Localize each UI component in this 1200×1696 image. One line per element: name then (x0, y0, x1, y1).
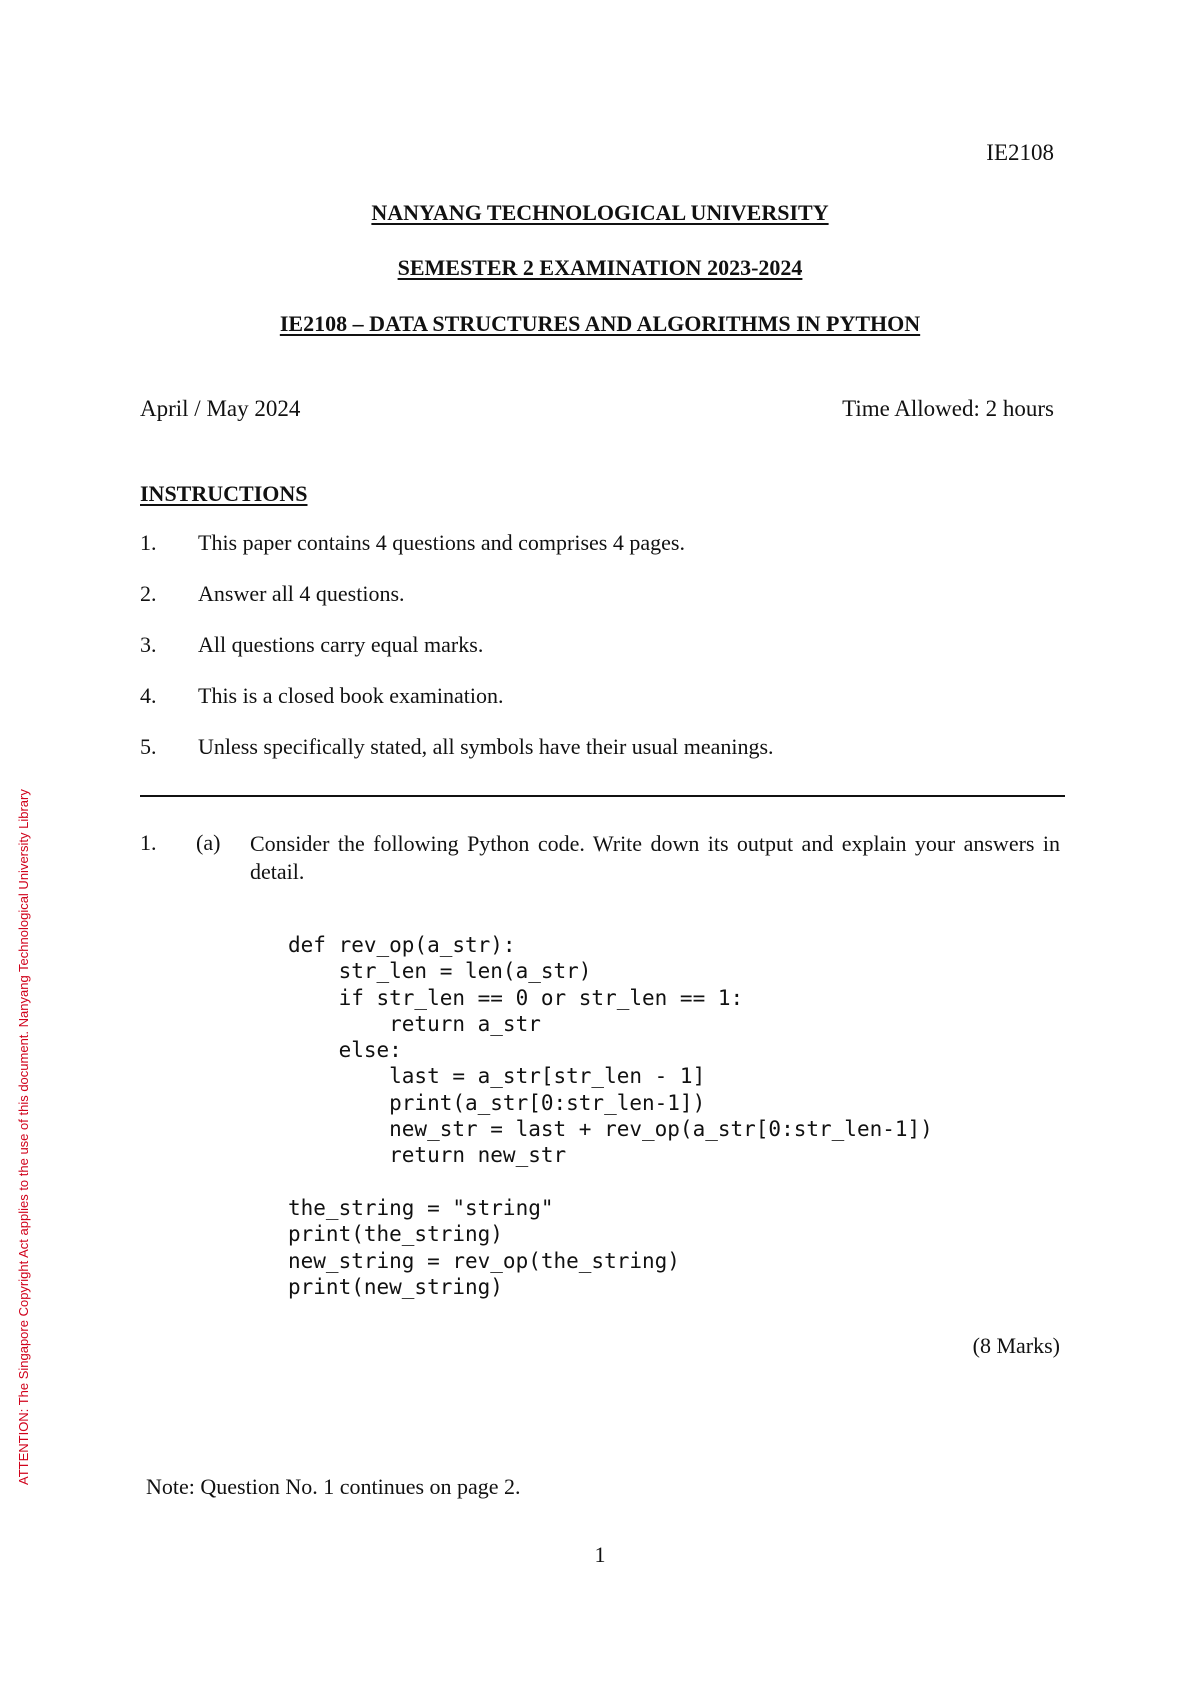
exam-title: SEMESTER 2 EXAMINATION 2023-2024 (397, 255, 803, 280)
course-title: IE2108 – DATA STRUCTURES AND ALGORITHMS IN PYTHON (279, 311, 921, 336)
university-title: NANYANG TECHNOLOGICAL UNIVERSITY (371, 200, 829, 225)
instruction-item (140, 734, 1060, 785)
question-part: (a) (196, 830, 221, 855)
instruction-text: This is a closed book examination. (198, 683, 504, 708)
section-divider (140, 795, 1065, 797)
instruction-item (140, 632, 1060, 683)
instruction-number: 4. (140, 683, 157, 708)
continuation-note: Note: Question No. 1 continues on page 2. (146, 1474, 521, 1499)
instruction-number: 2. (140, 581, 157, 606)
exam-date: April / May 2024 (140, 396, 301, 421)
instruction-number: 5. (140, 734, 157, 759)
question-marks: (8 Marks) (972, 1333, 1060, 1358)
instruction-number: 3. (140, 632, 157, 657)
instruction-item (140, 581, 1060, 632)
instruction-text: All questions carry equal marks. (198, 632, 484, 657)
page-number: 1 (594, 1542, 606, 1567)
instruction-number: 1. (140, 530, 157, 555)
question-number: 1. (140, 830, 157, 855)
instructions-heading: INSTRUCTIONS (140, 481, 308, 506)
course-code-header: IE2108 (986, 140, 1054, 165)
instruction-text: Answer all 4 questions. (198, 581, 405, 606)
instruction-item (140, 530, 1060, 581)
instructions-list (140, 530, 1060, 785)
question-text: Consider the following Python code. Write down its output and explain your answers in detail. (250, 831, 1060, 884)
instruction-text: This paper contains 4 questions and comprises 4 pages. (198, 530, 685, 555)
instruction-item (140, 683, 1060, 734)
instruction-text: Unless specifically stated, all symbols have their usual meanings. (198, 734, 774, 759)
time-allowed: Time Allowed: 2 hours (842, 396, 1054, 421)
python-code-block: def rev_op(a_str): str_len = len(a_str) if str_len == 0 or str_len == 1: return a_str else: last = a_str[str_len - 1] print(a_str[0:str_len-1]) new_str = last + rev_op(a_str[0:str_len-1]) return new_str the_string = "string" print(the_string) new_string = rev_op(the_string) print(new_string) (288, 933, 933, 1299)
copyright-watermark: ATTENTION: The Singapore Copyright Act applies to the use of this document. Nanyang Technological University Library (16, 789, 31, 1485)
